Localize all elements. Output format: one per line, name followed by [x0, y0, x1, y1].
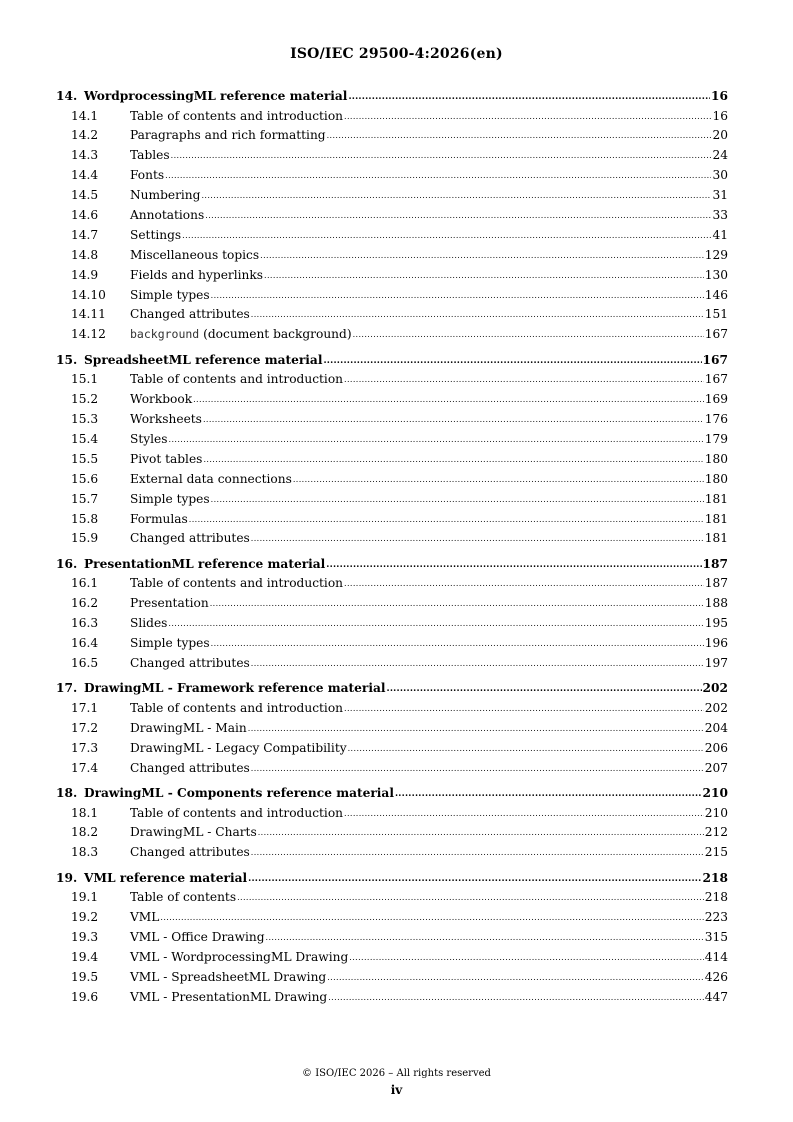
toc-entry[interactable]	[56, 166, 728, 186]
entry-page: 447	[704, 989, 728, 1004]
entry-title	[130, 804, 343, 824]
entry-page: 188	[704, 596, 728, 611]
entry-title	[130, 226, 181, 246]
toc-entry[interactable]	[56, 206, 728, 226]
entry-page: 20	[712, 128, 728, 143]
dot-leader	[251, 843, 704, 863]
dot-leader	[248, 869, 701, 890]
clause-page: 187	[702, 556, 728, 571]
entry-number: 17.1	[71, 700, 99, 715]
entry-title	[130, 246, 259, 266]
entry-title-text: External data connections	[130, 471, 292, 486]
dot-leader	[328, 988, 704, 1008]
entry-title-text: Table of contents and introduction	[130, 805, 344, 820]
dot-leader	[203, 450, 703, 470]
entry-title	[130, 719, 247, 739]
entry-title	[130, 410, 202, 430]
toc-entry[interactable]	[56, 450, 728, 470]
dot-leader	[237, 888, 704, 908]
entry-page: 33	[712, 207, 728, 222]
entry-number: 14.6	[71, 207, 99, 222]
entry-page: 195	[704, 616, 728, 631]
toc-entry[interactable]	[56, 908, 728, 928]
dot-leader	[211, 286, 704, 306]
entry-number: 14.5	[71, 188, 99, 203]
dot-leader	[344, 699, 704, 719]
entry-title	[130, 739, 347, 759]
entry-title	[130, 908, 159, 928]
entry-page: 212	[704, 825, 728, 840]
toc-entry[interactable]	[56, 739, 728, 759]
entry-number: 19.1	[71, 890, 99, 905]
entry-page: 204	[704, 720, 728, 735]
dot-leader	[193, 390, 704, 410]
toc-entry[interactable]	[56, 226, 728, 246]
entry-title-text: Table of contents and introduction	[130, 372, 344, 387]
entry-title	[130, 107, 343, 127]
entry-title-text: Styles	[130, 431, 168, 446]
entry-page: 146	[704, 287, 728, 302]
dot-leader	[266, 928, 704, 948]
entry-page: 167	[704, 327, 728, 342]
entry-number: 14.9	[71, 267, 99, 282]
toc-entry[interactable]	[56, 529, 728, 549]
clause-number: 15.	[56, 352, 78, 367]
entry-number: 14.1	[71, 108, 99, 123]
entry-page: 426	[704, 969, 728, 984]
clause-title: DrawingML - Components reference material	[84, 786, 394, 801]
entry-title-text: Numbering	[130, 188, 201, 203]
dot-leader	[264, 266, 704, 286]
entry-number: 15.1	[71, 372, 99, 387]
entry-title	[130, 325, 352, 345]
entry-title	[130, 470, 292, 490]
entry-title-text: Formulas	[130, 511, 188, 526]
toc-entry-clause[interactable]	[56, 678, 728, 699]
dot-leader	[169, 430, 704, 450]
entry-title	[130, 594, 209, 614]
entry-page: 31	[712, 188, 728, 203]
toc-entry[interactable]	[56, 510, 728, 530]
entry-page: 197	[704, 655, 728, 670]
toc-entry[interactable]	[56, 286, 728, 306]
toc-entry[interactable]	[56, 146, 728, 166]
toc-entry-clause[interactable]	[56, 783, 728, 804]
toc-entry[interactable]	[56, 823, 728, 843]
entry-title	[130, 843, 250, 863]
toc-section	[56, 678, 728, 778]
entry-number: 19.5	[71, 969, 99, 984]
dot-leader	[344, 574, 704, 594]
dot-leader	[344, 370, 704, 390]
clause-page: 167	[702, 352, 728, 367]
table-of-contents	[56, 86, 728, 1012]
toc-entry[interactable]	[56, 430, 728, 450]
entry-page: 206	[704, 740, 728, 755]
dot-leader	[201, 186, 711, 206]
entry-title	[130, 390, 192, 410]
entry-number: 19.2	[71, 910, 99, 925]
entry-number: 14.8	[71, 247, 99, 262]
toc-entry[interactable]	[56, 325, 728, 345]
entry-number: 16.3	[71, 616, 99, 631]
entry-page: 130	[704, 267, 728, 282]
entry-title-text: Miscellaneous topics	[130, 247, 260, 262]
dot-leader	[326, 555, 701, 576]
entry-title-text: Paragraphs and rich formatting	[130, 128, 326, 143]
entry-title-text: VML - PresentationML Drawing	[130, 989, 328, 1004]
clause-number: 17.	[56, 681, 78, 696]
entry-number: 15.6	[71, 471, 99, 486]
entry-page: 315	[704, 930, 728, 945]
entry-title-text: Fields and hyperlinks	[130, 267, 264, 282]
clause-title: WordprocessingML reference material	[84, 89, 348, 103]
entry-page: 30	[712, 168, 728, 183]
page-number: iv	[390, 1083, 403, 1097]
entry-page: 129	[704, 247, 728, 262]
copyright-footer: © ISO/IEC 2026 – All rights reserved	[302, 1068, 491, 1079]
entry-number: 15.7	[71, 491, 99, 506]
entry-number: 19.4	[71, 950, 99, 965]
dot-leader	[251, 654, 704, 674]
dot-leader	[211, 490, 704, 510]
entry-number: 15.5	[71, 451, 99, 466]
toc-entry-clause[interactable]	[56, 868, 728, 889]
entry-title-text: Workbook	[130, 392, 193, 407]
entry-title	[130, 305, 250, 325]
entry-title-text: Changed attributes	[130, 655, 250, 670]
clause-number: 16.	[56, 556, 78, 571]
toc-entry[interactable]	[56, 614, 728, 634]
toc-entry[interactable]	[56, 390, 728, 410]
entry-title	[130, 654, 250, 674]
entry-title	[130, 146, 170, 166]
entry-title-text: Settings	[130, 227, 182, 242]
entry-number: 16.1	[71, 576, 99, 591]
clause-number: 14.	[56, 89, 78, 103]
dot-leader	[168, 614, 703, 634]
toc-entry[interactable]	[56, 634, 728, 654]
entry-page: 176	[704, 412, 728, 427]
entry-title-text: Pivot tables	[130, 451, 203, 466]
entry-title-text: Table of contents and introduction	[130, 700, 344, 715]
entry-title-text: Changed attributes	[130, 307, 250, 322]
entry-number: 17.3	[71, 740, 99, 755]
toc-entry-clause[interactable]	[56, 350, 728, 371]
toc-entry[interactable]	[56, 266, 728, 286]
dot-leader	[349, 948, 703, 968]
entry-page: 202	[704, 700, 728, 715]
entry-number: 16.4	[71, 636, 99, 651]
toc-entry[interactable]	[56, 843, 728, 863]
entry-title	[130, 574, 343, 594]
toc-entry[interactable]	[56, 888, 728, 908]
entry-page: 207	[704, 760, 728, 775]
entry-title-text: Slides	[130, 616, 168, 631]
entry-page: 167	[704, 372, 728, 387]
entry-title-text: Simple types	[130, 287, 210, 302]
dot-leader	[165, 166, 711, 186]
entry-number: 18.2	[71, 825, 99, 840]
entry-title-text: VML - Office Drawing	[130, 930, 265, 945]
entry-title	[130, 759, 250, 779]
entry-number: 15.8	[71, 511, 99, 526]
entry-number: 17.2	[71, 720, 99, 735]
toc-section	[56, 554, 728, 674]
entry-title	[130, 206, 204, 226]
dot-leader	[344, 804, 704, 824]
toc-entry[interactable]	[56, 305, 728, 325]
entry-page: 215	[704, 845, 728, 860]
entry-number: 14.12	[71, 327, 106, 342]
toc-entry[interactable]	[56, 246, 728, 266]
entry-title-text: Simple types	[130, 491, 210, 506]
dot-leader	[348, 87, 710, 108]
dot-leader	[387, 679, 702, 700]
toc-section	[56, 783, 728, 863]
toc-entry[interactable]	[56, 410, 728, 430]
clause-title: VML reference material	[84, 870, 248, 885]
entry-number: 14.11	[71, 307, 106, 322]
entry-title-text: VML - WordprocessingML Drawing	[130, 950, 349, 965]
dot-leader	[248, 719, 704, 739]
entry-title	[130, 166, 164, 186]
clause-page: 16	[711, 89, 728, 103]
entry-number: 15.3	[71, 412, 99, 427]
entry-page: 187	[704, 576, 728, 591]
entry-title	[130, 529, 250, 549]
toc-entry[interactable]	[56, 699, 728, 719]
dot-leader	[353, 325, 704, 345]
entry-title-text: Presentation	[130, 596, 209, 611]
dot-leader	[293, 470, 704, 490]
entry-title	[130, 126, 326, 146]
entry-title-text: Changed attributes	[130, 760, 250, 775]
entry-title-text: DrawingML - Main	[130, 720, 247, 735]
entry-page: 16	[712, 108, 728, 123]
dot-leader	[205, 206, 711, 226]
entry-page: 169	[704, 392, 728, 407]
entry-number: 15.4	[71, 431, 99, 446]
entry-page: 179	[704, 431, 728, 446]
entry-title-text: Changed attributes	[130, 531, 250, 546]
entry-number: 14.10	[71, 287, 106, 302]
clause-number: 18.	[56, 786, 78, 801]
entry-number: 18.1	[71, 805, 99, 820]
toc-entry[interactable]	[56, 968, 728, 988]
entry-page: 181	[704, 491, 728, 506]
entry-title-text: Simple types	[130, 636, 210, 651]
entry-page: 223	[704, 910, 728, 925]
entry-page: 181	[704, 511, 728, 526]
entry-title-text: (document background)	[199, 327, 352, 342]
entry-title-text: Table of contents	[130, 890, 237, 905]
clause-title: PresentationML reference material	[84, 556, 326, 571]
entry-page: 414	[704, 950, 728, 965]
toc-section	[56, 868, 728, 1008]
entry-title	[130, 823, 257, 843]
dot-leader	[344, 107, 711, 127]
entry-title-text: Table of contents and introduction	[130, 576, 344, 591]
entry-number: 16.5	[71, 655, 99, 670]
entry-title	[130, 928, 265, 948]
entry-title	[130, 699, 343, 719]
entry-number: 14.7	[71, 227, 99, 242]
entry-number: 19.6	[71, 989, 99, 1004]
entry-title-text: Annotations	[130, 207, 205, 222]
toc-entry[interactable]	[56, 107, 728, 127]
toc-entry[interactable]	[56, 126, 728, 146]
entry-number: 15.2	[71, 392, 99, 407]
dot-leader	[258, 823, 704, 843]
entry-page: 180	[704, 471, 728, 486]
toc-entry[interactable]	[56, 186, 728, 206]
toc-entry-clause[interactable]	[56, 554, 728, 575]
entry-title	[130, 490, 210, 510]
toc-entry[interactable]	[56, 948, 728, 968]
dot-leader	[327, 126, 712, 146]
entry-code: background	[130, 327, 200, 342]
toc-entry[interactable]	[56, 928, 728, 948]
clause-page: 202	[702, 681, 728, 696]
entry-page: 218	[704, 890, 728, 905]
toc-entry[interactable]	[56, 719, 728, 739]
dot-leader	[395, 784, 702, 805]
toc-entry[interactable]	[56, 470, 728, 490]
clause-title: SpreadsheetML reference material	[84, 352, 323, 367]
dot-leader	[251, 305, 704, 325]
entry-title	[130, 988, 327, 1008]
dot-leader	[260, 246, 704, 266]
entry-title-text: VML - SpreadsheetML Drawing	[130, 969, 327, 984]
entry-title-text: Worksheets	[130, 412, 202, 427]
clause-title: DrawingML - Framework reference material	[84, 681, 386, 696]
clause-page: 210	[702, 786, 728, 801]
entry-number: 14.3	[71, 148, 99, 163]
entry-page: 41	[712, 227, 728, 242]
toc-entry[interactable]	[56, 804, 728, 824]
entry-page: 210	[704, 805, 728, 820]
dot-leader	[171, 146, 712, 166]
entry-title	[130, 968, 326, 988]
entry-title-text: Changed attributes	[130, 845, 250, 860]
entry-title-text: DrawingML - Charts	[130, 825, 257, 840]
dot-leader	[210, 594, 704, 614]
clause-page: 218	[702, 870, 728, 885]
dot-leader	[323, 351, 701, 372]
entry-number: 14.2	[71, 128, 99, 143]
entry-title	[130, 948, 348, 968]
entry-page: 151	[704, 307, 728, 322]
entry-title-text: DrawingML - Legacy Compatibility	[130, 740, 347, 755]
toc-entry[interactable]	[56, 490, 728, 510]
entry-page: 196	[704, 636, 728, 651]
dot-leader	[348, 739, 704, 759]
clause-number: 19.	[56, 870, 78, 885]
entry-title-text: VML	[130, 910, 160, 925]
dot-leader	[203, 410, 704, 430]
entry-title	[130, 614, 167, 634]
entry-title	[130, 430, 168, 450]
entry-number: 17.4	[71, 760, 99, 775]
entry-title	[130, 266, 263, 286]
entry-number: 16.2	[71, 596, 99, 611]
entry-title	[130, 186, 200, 206]
toc-entry[interactable]	[56, 759, 728, 779]
entry-number: 15.9	[71, 531, 99, 546]
entry-title	[130, 510, 188, 530]
entry-title	[130, 634, 210, 654]
document-header: ISO/IEC 29500-4:2026(en)	[290, 46, 503, 62]
dot-leader	[251, 759, 704, 779]
toc-entry[interactable]	[56, 574, 728, 594]
entry-page: 24	[712, 148, 728, 163]
entry-page: 180	[704, 451, 728, 466]
dot-leader	[251, 529, 704, 549]
entry-title-text: Tables	[130, 148, 170, 163]
entry-number: 14.4	[71, 168, 99, 183]
toc-section	[56, 350, 728, 550]
entry-page: 181	[704, 531, 728, 546]
entry-number: 19.3	[71, 930, 99, 945]
entry-title	[130, 286, 210, 306]
entry-title	[130, 888, 236, 908]
toc-section	[56, 86, 728, 345]
dot-leader	[182, 226, 711, 246]
toc-entry[interactable]	[56, 988, 728, 1008]
toc-entry-clause[interactable]	[56, 86, 728, 107]
entry-number: 18.3	[71, 845, 99, 860]
dot-leader	[189, 510, 704, 530]
entry-title	[130, 370, 343, 390]
dot-leader	[211, 634, 704, 654]
entry-title-text: Table of contents and introduction	[130, 108, 344, 123]
entry-title	[130, 450, 202, 470]
dot-leader	[160, 908, 703, 928]
dot-leader	[327, 968, 704, 988]
toc-entry[interactable]	[56, 594, 728, 614]
entry-title-text: Fonts	[130, 168, 165, 183]
toc-entry[interactable]	[56, 654, 728, 674]
toc-entry[interactable]	[56, 370, 728, 390]
